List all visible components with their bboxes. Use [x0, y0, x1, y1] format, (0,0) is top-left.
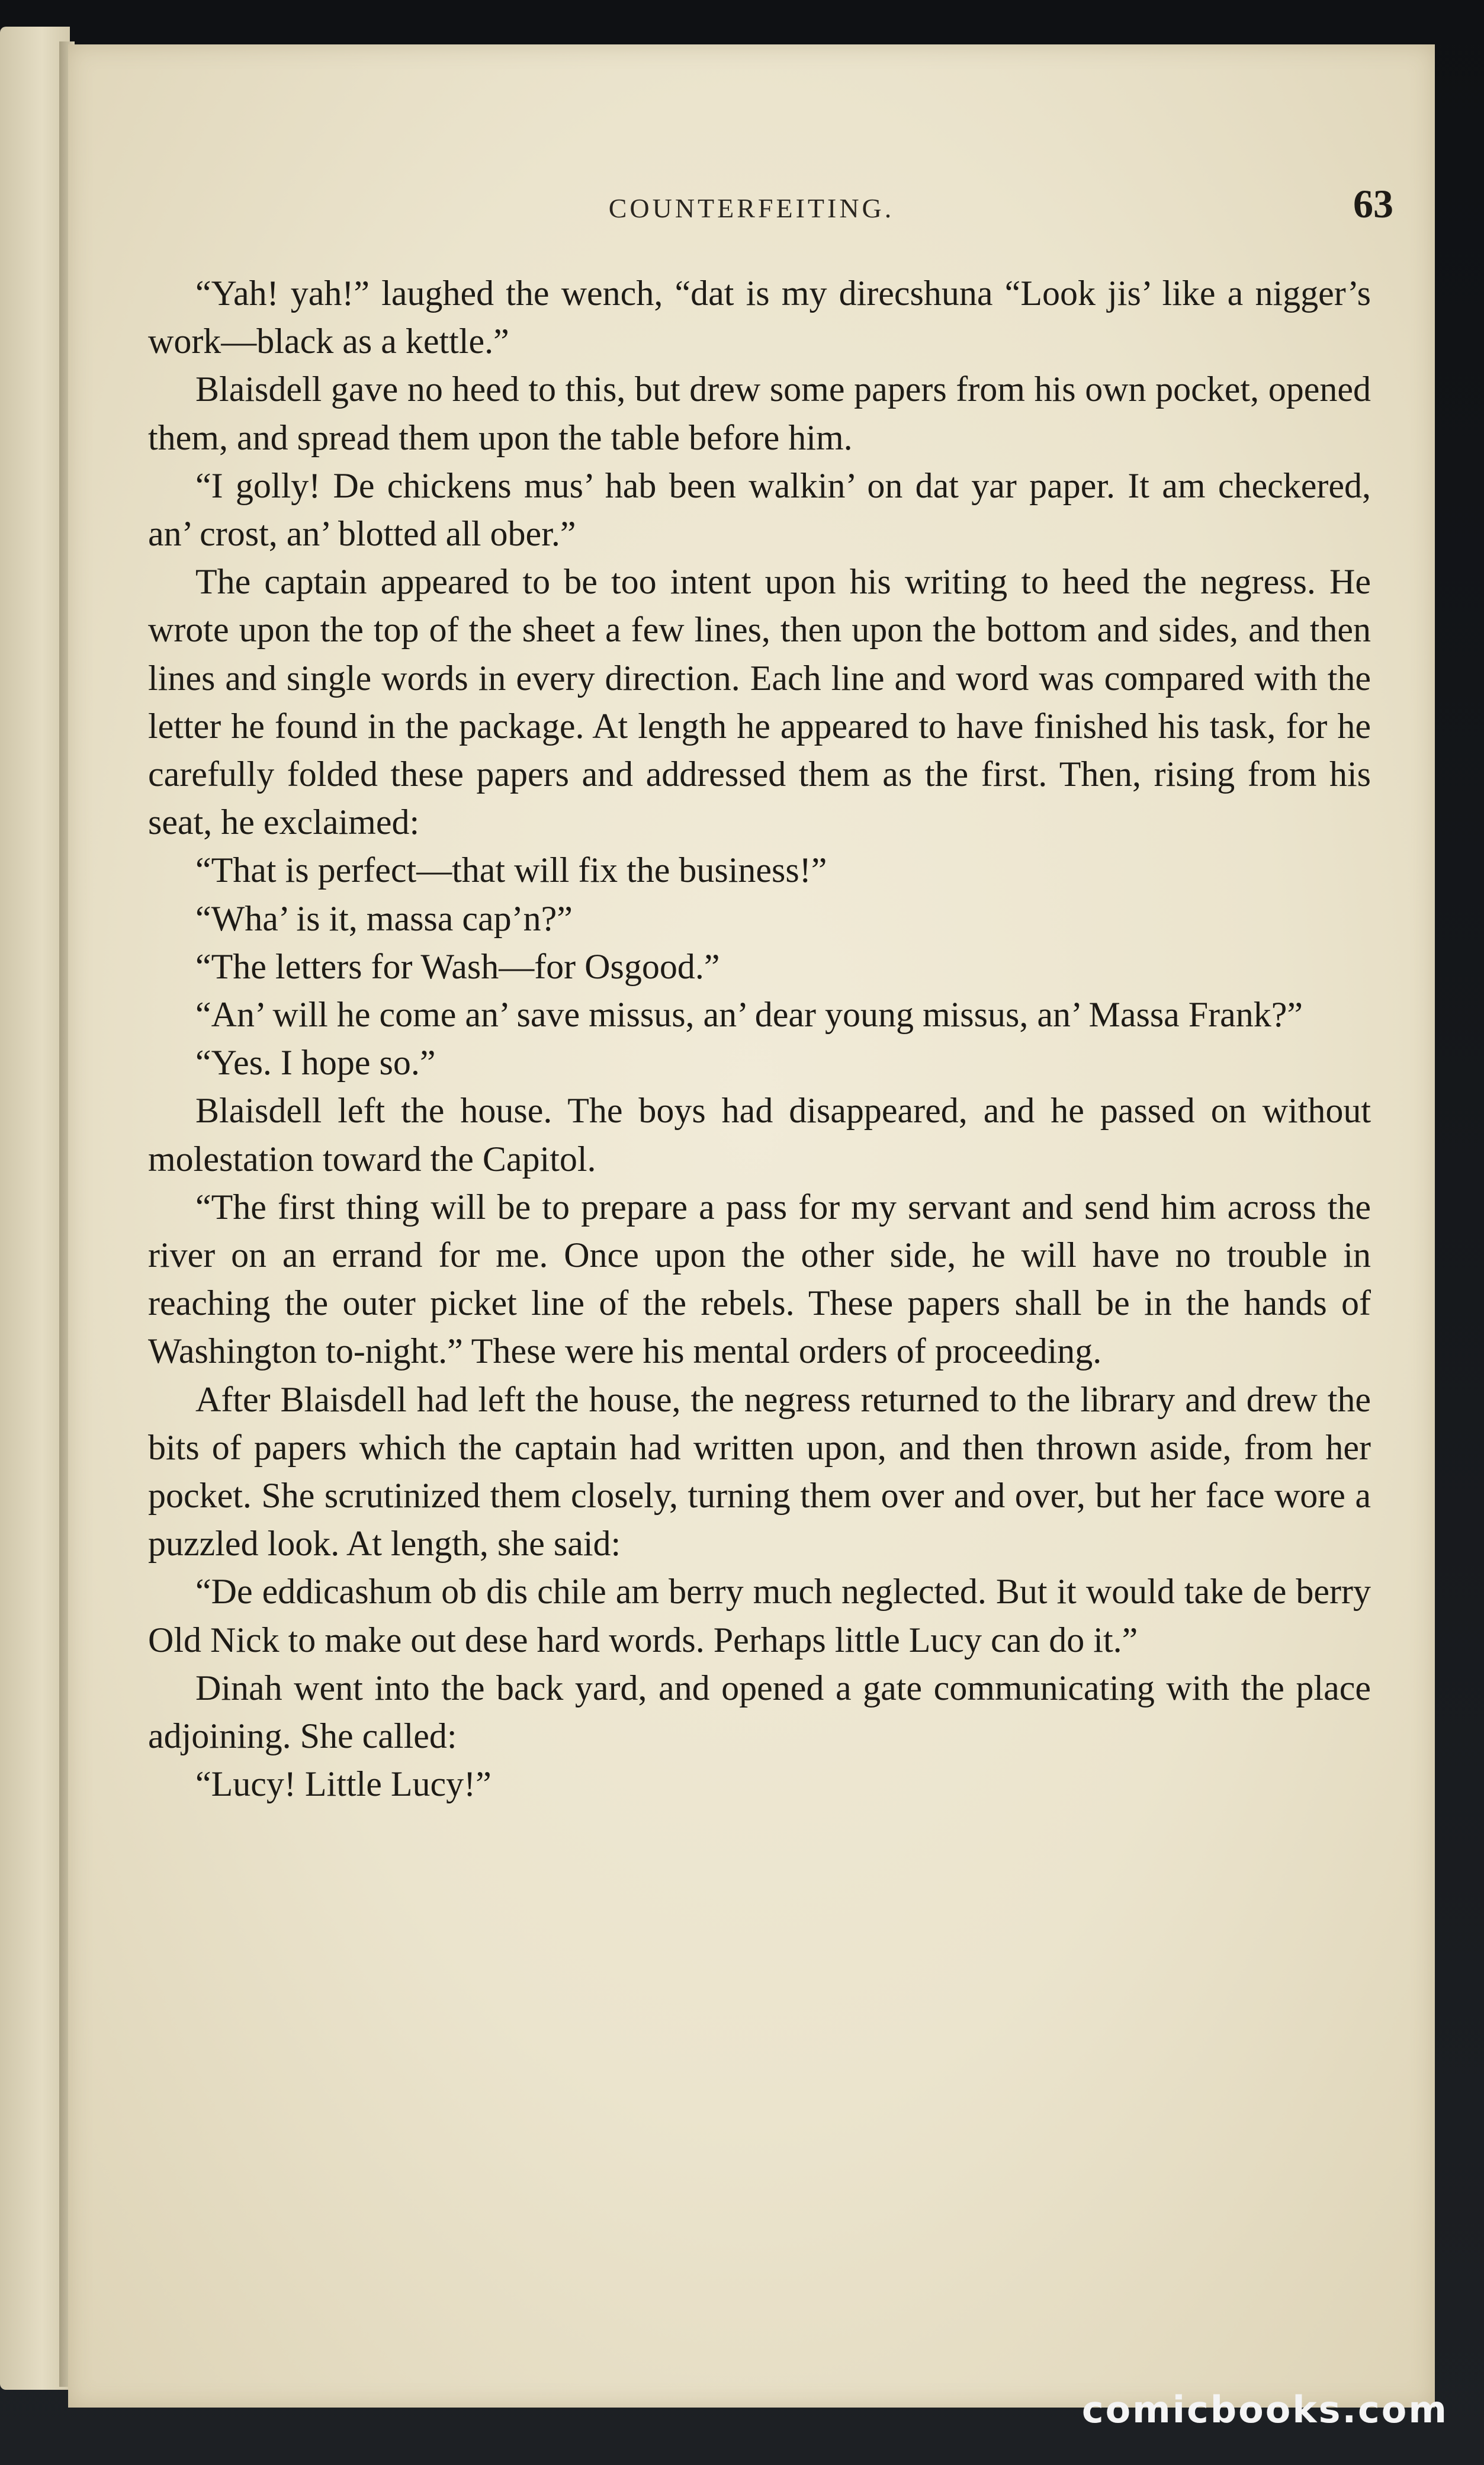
paragraph: “De eddicashum ob dis chile am berry much neglected. But it would take de berry Old Nick to make out dese hard words. Perhaps little Lucy can do it.” — [148, 1572, 1371, 1660]
paragraph: Blaisdell left the house. The boys had disappeared, and he passed on without molestation toward the Capitol. — [148, 1091, 1371, 1179]
running-head: COUNTERFEITING. — [608, 193, 895, 223]
paragraph: “Yes. I hope so.” — [195, 1043, 436, 1083]
paragraph: Dinah went into the back yard, and opened a gate communicating with the place adjoining. She called: — [148, 1668, 1371, 1756]
paragraph: After Blaisdell had left the house, the negress returned to the library and drew the bits of papers which the captain had written upon, and then thrown aside, from her pocket. She scrutinized them closely, turning them over and over, but her face wore a puzzled look. At length, she said: — [148, 1379, 1371, 1564]
site-watermark: comicbooks.com — [1081, 2388, 1448, 2431]
page-number: 63 — [1353, 181, 1393, 226]
paragraph: “An’ will he come an’ save missus, an’ dear young missus, an’ Massa Frank?” — [195, 995, 1303, 1035]
paragraph: The captain appeared to be too intent upon his writing to heed the negress. He wrote upon the top of the sheet a few lines, then upon the bottom and sides, and then lines and single words in every direction. Each line and word was compared with the letter he found in the package. At length he appeared to have finished his task, for he carefully folded these papers and addressed them as the first. Then, rising from his seat, he exclaimed: — [148, 562, 1371, 842]
book-page — [68, 44, 1435, 2408]
paragraph: “The letters for Wash—for Osgood.” — [195, 946, 720, 986]
paragraph: “Lucy! Little Lucy!” — [195, 1764, 492, 1804]
paragraph: “Yah! yah!” laughed the wench, “dat is my direcshuna “Look jis’ like a nigger’s work—black as a kettle.” — [148, 274, 1371, 361]
paragraph: “That is perfect—that will fix the business!” — [195, 850, 827, 890]
paragraph: “The first thing will be to prepare a pass for my servant and send him across the river on an errand for me. Once upon the other side, he will have no trouble in reaching the outer picket line of the rebels. These papers shall be in the hands of Washington to-night.” These were his mental orders of proceeding. — [148, 1187, 1371, 1371]
paragraph: Blaisdell gave no heed to this, but drew some papers from his own pocket, opened them, and spread them upon the table before him. — [148, 370, 1371, 457]
page-text — [148, 269, 1371, 1809]
paragraph: “I golly! De chickens mus’ hab been walkin’ on dat yar paper. It am checkered, an’ crost, an’ blotted all ober.” — [148, 466, 1371, 554]
page-header — [68, 157, 1435, 228]
paragraph: “Wha’ is it, massa cap’n?” — [195, 898, 573, 938]
